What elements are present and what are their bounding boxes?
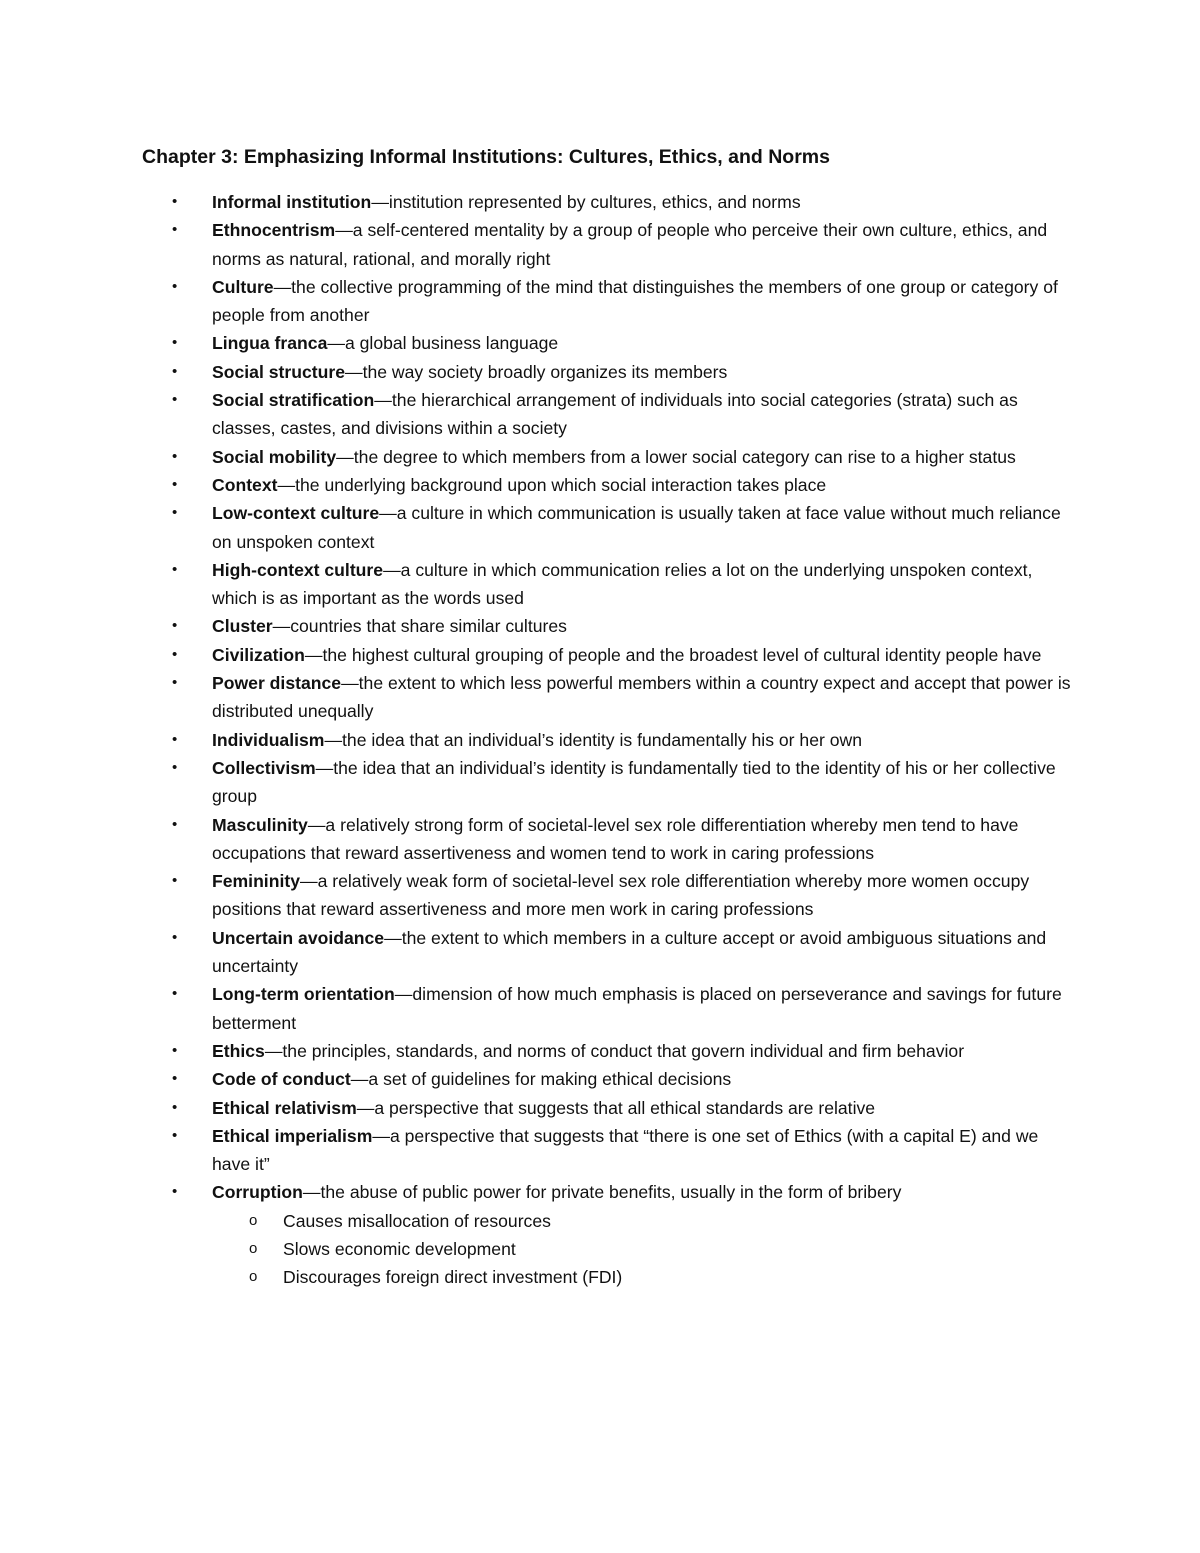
- bullet-icon: •: [172, 391, 178, 409]
- glossary-definition: a relatively weak form of societal-level sex role differentiation whereby more women occupy positions that reward assertiveness and more men work in caring professions: [212, 871, 1030, 920]
- glossary-definition: a culture in which communication is usually taken at face value without much reliance on unspoken context: [212, 503, 1061, 552]
- list-item: [0, 471, 1072, 499]
- em-dash: —: [304, 644, 323, 665]
- glossary-definition: a set of guidelines for making ethical decisions: [368, 1069, 732, 1090]
- bullet-icon: •: [172, 221, 178, 239]
- list-item: [0, 867, 1072, 924]
- bullet-icon: •: [172, 985, 178, 1003]
- list-item: [0, 980, 1072, 1037]
- em-dash: —: [356, 1097, 375, 1118]
- list-item: [212, 1235, 1072, 1263]
- glossary-term: Ethical imperialism: [212, 1125, 373, 1146]
- glossary-term: Civilization: [212, 644, 305, 665]
- list-item: [0, 811, 1072, 868]
- glossary-definition: the idea that an individual’s identity is fundamentally his or her own: [342, 729, 863, 750]
- glossary-definition: the highest cultural grouping of people and the broadest level of cultural identity people have: [322, 644, 1042, 665]
- list-item: [0, 386, 1072, 443]
- em-dash: —: [350, 1069, 369, 1090]
- list-item: [0, 641, 1072, 669]
- bullet-icon: •: [172, 475, 178, 493]
- glossary-definition: the way society broadly organizes its members: [362, 361, 728, 382]
- list-item: [0, 443, 1072, 471]
- em-dash: —: [302, 1182, 321, 1203]
- glossary-term: Social mobility: [212, 446, 337, 467]
- em-dash: —: [327, 333, 345, 354]
- glossary-term: Power distance: [212, 673, 342, 694]
- glossary-term: Long-term orientation: [212, 984, 395, 1005]
- em-dash: —: [372, 1125, 390, 1146]
- glossary-definition: a perspective that suggests that all ethical standards are relative: [374, 1097, 876, 1118]
- glossary-definition: the principles, standards, and norms of conduct that govern individual and firm behavior: [282, 1040, 965, 1061]
- glossary-term: Informal institution: [212, 192, 372, 212]
- list-item: [0, 1094, 1072, 1122]
- glossary-definition: a relatively strong form of societal-level sex role differentiation whereby men tend to have occupations that reward assertiveness and women tend to work in caring professions: [212, 814, 1019, 863]
- em-dash: —: [344, 361, 363, 382]
- em-dash: —: [277, 474, 296, 495]
- glossary-term: High-context culture: [212, 559, 384, 580]
- bullet-icon: •: [172, 277, 178, 295]
- glossary-term: Corruption: [212, 1182, 303, 1203]
- em-dash: —: [371, 192, 389, 212]
- list-item: [0, 1178, 1072, 1291]
- corruption-effect: Slows economic development: [283, 1238, 516, 1259]
- em-dash: —: [335, 220, 353, 241]
- em-dash: —: [341, 673, 359, 694]
- em-dash: —: [272, 616, 291, 637]
- glossary-definition: the abuse of public power for private benefits, usually in the form of bribery: [320, 1182, 902, 1203]
- glossary-definition: the collective programming of the mind that distinguishes the members of one group or category of people from another: [212, 276, 1058, 326]
- list-item: [0, 726, 1072, 754]
- bullet-icon: •: [172, 617, 178, 635]
- glossary-term: Uncertain avoidance: [212, 927, 385, 948]
- corruption-effects-list: [212, 1207, 1072, 1292]
- em-dash: —: [299, 871, 318, 892]
- list-item: [0, 358, 1072, 386]
- em-dash: —: [384, 927, 402, 948]
- em-dash: —: [383, 559, 401, 580]
- glossary-term: Collectivism: [212, 757, 316, 778]
- bullet-icon: •: [172, 447, 178, 465]
- bullet-icon: •: [172, 730, 178, 748]
- glossary-term: Context: [212, 474, 278, 495]
- bullet-icon: •: [172, 1098, 178, 1116]
- glossary-definition: a perspective that suggests that “there is one set of Ethics (with a capital E) and we have it”: [212, 1125, 1039, 1175]
- glossary-definition: a self-centered mentality by a group of people who perceive their own culture, ethics, and norms as natural, rational, and morally right: [212, 220, 1048, 269]
- glossary-term: Ethical relativism: [212, 1097, 357, 1118]
- bullet-icon: •: [172, 1126, 178, 1144]
- list-item: [0, 556, 1072, 613]
- glossary-definition: the underlying background upon which social interaction takes place: [295, 474, 827, 495]
- list-item: [0, 1037, 1072, 1065]
- bullet-icon: •: [172, 193, 178, 210]
- em-dash: —: [273, 276, 292, 297]
- bullet-icon: •: [172, 504, 178, 522]
- glossary-list: [0, 188, 1200, 1292]
- corruption-effect: Causes misallocation of resources: [283, 1210, 551, 1231]
- bullet-icon: •: [172, 1183, 178, 1201]
- corruption-effect: Discourages foreign direct investment (FDI): [283, 1267, 623, 1288]
- glossary-term: Code of conduct: [212, 1069, 351, 1090]
- em-dash: —: [264, 1040, 283, 1061]
- list-item: [212, 1263, 1072, 1291]
- glossary-term: Cluster: [212, 616, 273, 637]
- bullet-icon: •: [172, 928, 178, 946]
- bullet-icon: •: [172, 560, 178, 578]
- glossary-definition: dimension of how much emphasis is placed on perseverance and savings for future betterment: [212, 984, 1062, 1033]
- bullet-icon: •: [172, 758, 178, 776]
- list-item: [212, 1207, 1072, 1235]
- glossary-definition: a culture in which communication relies a lot on the underlying unspoken context, which is as important as the words used: [212, 559, 1033, 609]
- glossary-definition: countries that share similar cultures: [290, 616, 567, 637]
- bullet-icon: •: [172, 872, 178, 890]
- list-item: [0, 216, 1072, 273]
- circle-bullet-icon: o: [249, 1211, 258, 1229]
- glossary-term: Ethics: [212, 1040, 265, 1061]
- bullet-icon: •: [172, 334, 178, 352]
- em-dash: —: [374, 390, 392, 411]
- glossary-term: Culture: [212, 276, 274, 297]
- bullet-icon: •: [172, 1070, 178, 1088]
- em-dash: —: [324, 729, 343, 750]
- glossary-definition: the extent to which less powerful members within a country expect and accept that power is distributed unequally: [212, 673, 1071, 722]
- circle-bullet-icon: o: [249, 1239, 258, 1257]
- bullet-icon: •: [172, 1041, 178, 1059]
- glossary-definition: the idea that an individual’s identity is fundamentally tied to the identity of his or her collective group: [212, 757, 1056, 807]
- glossary-term: Social stratification: [212, 390, 375, 411]
- glossary-term: Low-context culture: [212, 503, 380, 524]
- glossary-term: Femininity: [212, 871, 300, 892]
- glossary-definition: the hierarchical arrangement of individuals into social categories (strata) such as classes, castes, and divisions within a society: [212, 390, 1018, 439]
- bullet-icon: •: [172, 362, 178, 380]
- glossary-term: Ethnocentrism: [212, 220, 336, 241]
- list-item: [0, 329, 1072, 357]
- em-dash: —: [379, 503, 397, 524]
- glossary-definition: the degree to which members from a lower social category can rise to a higher status: [353, 446, 1016, 467]
- glossary-term: Lingua franca: [212, 333, 328, 354]
- bullet-icon: •: [172, 645, 178, 663]
- em-dash: —: [394, 984, 413, 1005]
- list-item: [0, 754, 1072, 811]
- glossary-term: Masculinity: [212, 814, 308, 835]
- page-title: Chapter 3: Emphasizing Informal Institutions: Cultures, Ethics, and Norms: [142, 146, 830, 168]
- list-item: [0, 669, 1072, 726]
- list-item: [0, 188, 1072, 216]
- list-item: [0, 273, 1072, 330]
- glossary-definition: a global business language: [344, 333, 559, 354]
- glossary-term: Social structure: [212, 361, 345, 382]
- glossary-term: Individualism: [212, 729, 325, 750]
- glossary-definition: the extent to which members in a culture accept or avoid ambiguous situations and uncertainty: [212, 927, 1047, 977]
- em-dash: —: [315, 757, 334, 778]
- bullet-icon: •: [172, 674, 178, 692]
- list-item: [0, 612, 1072, 640]
- list-item: [0, 1122, 1072, 1179]
- glossary-definition: institution represented by cultures, ethics, and norms: [388, 192, 801, 212]
- bullet-icon: •: [172, 815, 178, 833]
- em-dash: —: [307, 814, 326, 835]
- em-dash: —: [336, 446, 354, 467]
- list-item: [0, 499, 1072, 556]
- circle-bullet-icon: o: [249, 1268, 258, 1286]
- list-item: [0, 924, 1072, 981]
- list-item: [0, 1065, 1072, 1093]
